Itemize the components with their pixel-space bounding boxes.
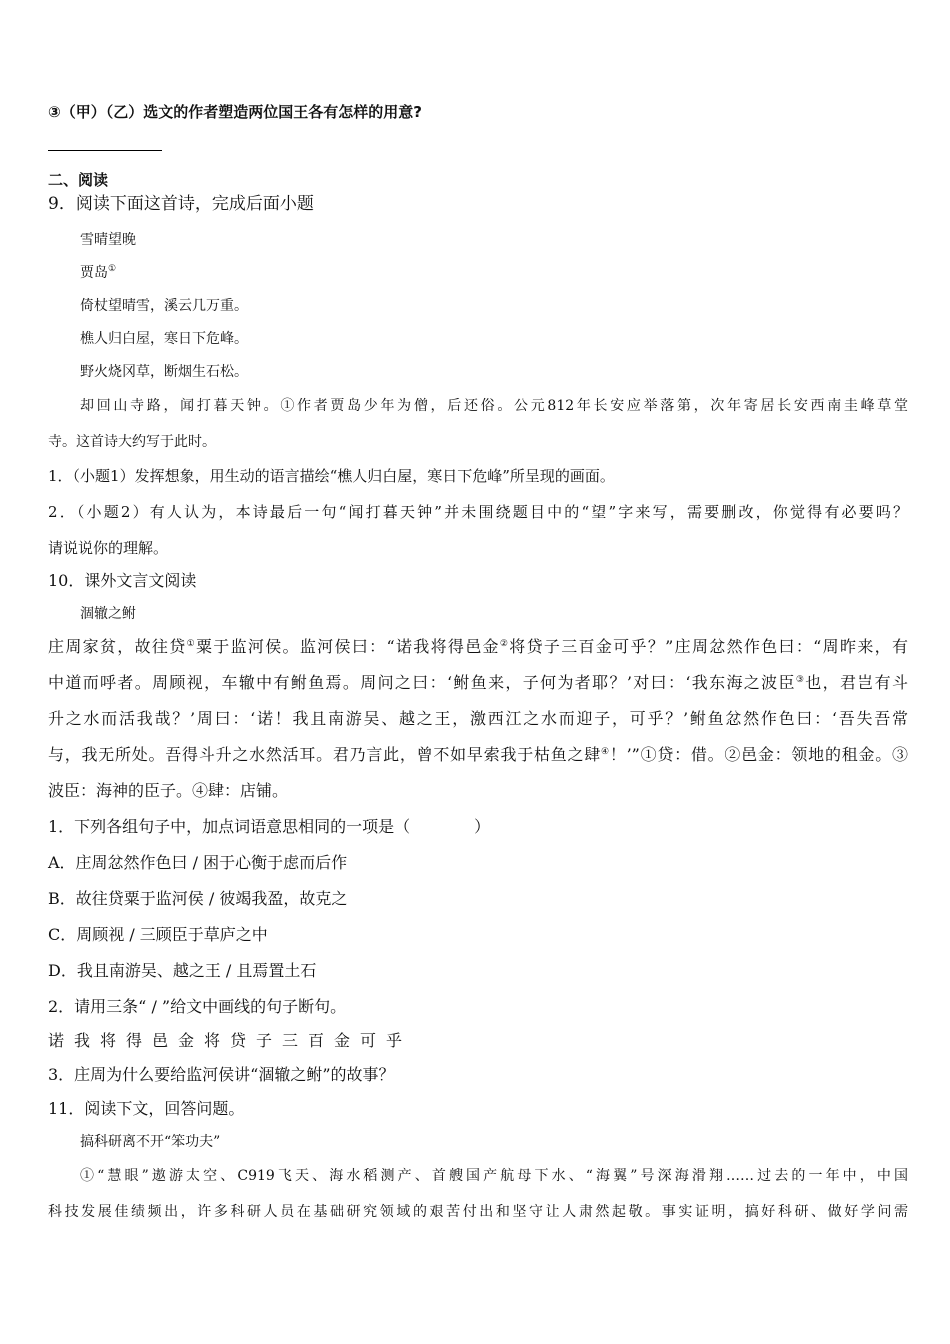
- passage-line-3: 升之水而活我哉？’周曰：‘诺！我且南游吴、越之王，激西江之水而迎子，可乎？’鲋鱼忿然作色曰：‘吾失吾常: [48, 709, 908, 728]
- poem-line-1: 倚杖望晴雪，溪云几万重。: [80, 298, 248, 314]
- passage-text: ！’”①贷：借。②邑金：领地的租金。③: [609, 745, 908, 764]
- q10-title: 涸辙之鲋: [80, 606, 136, 622]
- poem-note-line-1: 却回山寺路，闻打暮天钟。①作者贾岛少年为僧，后还俗。公元812年长安应举落第，次年寄居长安西南圭峰草堂: [80, 398, 908, 414]
- passage-line-4: [48, 745, 908, 765]
- answer-line: [48, 150, 162, 151]
- footnote-mark-3: ③: [795, 675, 806, 685]
- previous-question-3: ③（甲）（乙）选文的作者塑造两位国王各有怎样的用意?: [48, 103, 422, 121]
- passage-line-1: [48, 637, 908, 657]
- q9-heading: 9．阅读下面这首诗，完成后面小题: [48, 194, 314, 214]
- q9-sub1: 1．（小题1）发挥想象，用生动的语言描绘“樵人归白屋，寒日下危峰”所呈现的画面。: [48, 467, 615, 485]
- passage-text: 中道而呼者。周顾视，车辙中有鲋鱼焉。周问之曰：‘鲋鱼来，子何为者耶？’对曰：‘我东海之波臣: [48, 673, 796, 692]
- option-c: C．周顾视 / 三顾臣于草庐之中: [48, 925, 268, 944]
- q9-sub2-line-2: 请说说你的理解。: [48, 539, 169, 557]
- footnote-mark-4: ④: [601, 747, 610, 757]
- passage-text: 与，我无所处。吾得斗升之水然活耳。君乃言此，曾不如早索我于枯鱼之肆: [48, 745, 601, 764]
- footnote-mark-2: ②: [499, 639, 510, 649]
- passage-text: 也，君岂有斗: [805, 673, 908, 692]
- passage-text: 庄周家贫，故往贷: [48, 637, 187, 656]
- q11-heading: 11．阅读下文，回答问题。: [48, 1099, 245, 1118]
- passage-text: 粟于监河侯。监河侯曰：“诺我将得邑金: [195, 637, 500, 656]
- footnote-mark-1: ①: [186, 639, 196, 649]
- option-a: A．庄周忿然作色曰 / 困于心衡于虑而后作: [48, 853, 348, 872]
- q10-heading: 10．课外文言文阅读: [48, 571, 197, 590]
- passage-line-5: 波臣：海神的臣子。④肆：店铺。: [48, 781, 289, 800]
- poem-title: 雪晴望晚: [80, 232, 136, 248]
- sentence-to-punctuate: 诺我将得邑金将贷子三百金可乎: [48, 1031, 413, 1050]
- poem-line-3: 野火烧冈草，断烟生石松。: [80, 364, 248, 380]
- poem-author: [80, 263, 116, 283]
- poem-line-2: 樵人归白屋，寒日下危峰。: [80, 331, 248, 347]
- poem-note-line-2: 寺。这首诗大约写于此时。: [48, 434, 216, 450]
- author-footnote-mark: ①: [108, 264, 117, 274]
- section-title: 二、阅读: [48, 171, 109, 189]
- q10-sub1: 1．下列各组句子中，加点词语意思相同的一项是（ ）: [48, 817, 491, 836]
- q11-para-line-2: 科技发展佳绩频出，许多科研人员在基础研究领域的艰苦付出和坚守让人肃然起敬。事实证明，搞好科研、做好学问需: [48, 1204, 908, 1220]
- option-d: D．我且南游吴、越之王 / 且焉置土石: [48, 961, 317, 980]
- poem-author-name: 贾岛: [80, 265, 108, 281]
- q11-para-line-1: ①“慧眼”遨游太空、C919飞天、海水稻测产、首艘国产航母下水、“海翼”号深海滑翔……过去的一年中，中国: [80, 1168, 908, 1184]
- passage-text: 将贷子三百金可乎？”庄周忿然作色曰：“周昨来，有: [509, 637, 908, 656]
- option-b: B．故往贷粟于监河侯 / 彼竭我盈，故克之: [48, 889, 348, 908]
- q11-title: 搞科研离不开“笨功夫”: [80, 1134, 221, 1150]
- q9-sub2-line-1: 2．（小题2）有人认为，本诗最后一句“闻打暮天钟”并未围绕题目中的“望”字来写，需要删改，你觉得有必要吗？: [48, 503, 908, 521]
- q10-sub3: 3．庄周为什么要给监河侯讲“涸辙之鲋”的故事？: [48, 1065, 395, 1084]
- passage-line-2: [48, 673, 908, 693]
- q10-sub2: 2．请用三条“ / ”给文中画线的句子断句。: [48, 997, 347, 1016]
